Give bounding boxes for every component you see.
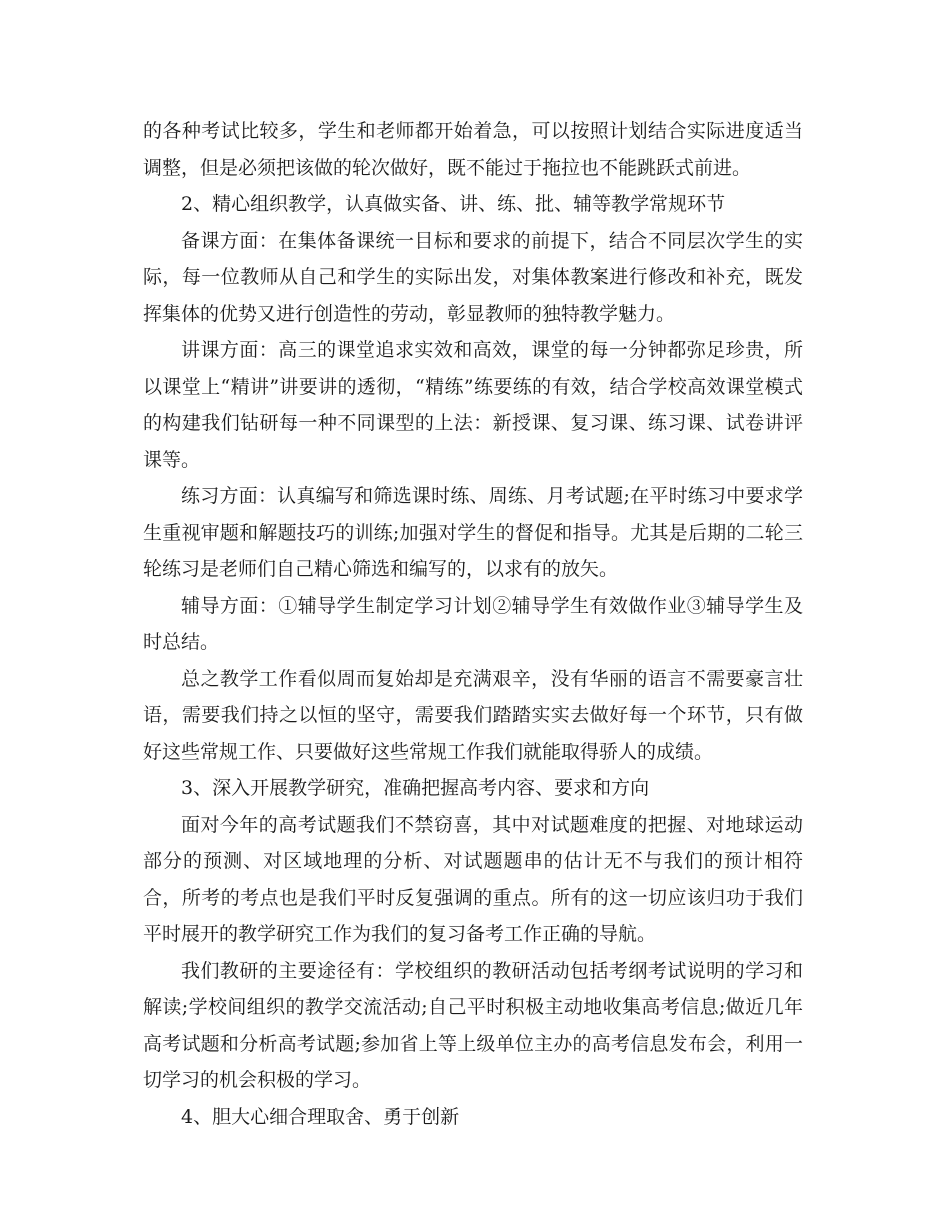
paragraph-practice: 练习方面：认真编写和筛选课时练、周练、月考试题;在平时练习中要求学生重视审题和解题技巧的训练;加强对学生的督促和指导。尤其是后期的二轮三轮练习是老师们自己精心筛选和编写的，以求有的放矢。 xyxy=(143,485,803,580)
paragraph-tutoring: 辅导方面：①辅导学生制定学习计划②辅导学生有效做作业③辅导学生及时总结。 xyxy=(143,594,803,653)
paragraph-research-methods: 我们教研的主要途径有：学校组织的教研活动包括考纲考试说明的学习和解读;学校间组织的教学交流活动;自己平时积极主动地收集高考信息;做近几年高考试题和分析高考试题;参加省上等上级单位主办的高考信息发布会，利用一切学习的机会积极的学习。 xyxy=(143,959,803,1091)
paragraph-summary: 总之教学工作看似周而复始却是充满艰辛，没有华丽的语言不需要豪言壮语，需要我们持之以恒的坚守，需要我们踏踏实实去做好每一个环节，只有做好这些常规工作、只要做好这些常规工作我们就能取得骄人的成绩。 xyxy=(143,667,803,763)
section-heading-2: 2、精心组织教学，认真做实备、讲、练、批、辅等教学常规环节 xyxy=(181,193,726,215)
paragraph-lecturing: 讲课方面：高三的课堂追求实效和高效，课堂的每一分钟都弥足珍贵，所以课堂上“精讲”讲要讲的透彻，“精练”练要练的有效，结合学校高效课堂模式的构建我们钻研每一种不同课型的上法：新授课、复习课、练习课、试卷讲评课等。 xyxy=(143,339,803,471)
paragraph-lesson-prep: 备课方面：在集体备课统一目标和要求的前提下，结合不同层次学生的实际，每一位教师从自己和学生的实际出发，对集体教案进行修改和补充，既发挥集体的优势又进行创造性的劳动，彰显教师的独特教学魅力。 xyxy=(143,229,803,325)
document-body xyxy=(143,113,803,1135)
paragraph-exam-analysis: 面对今年的高考试题我们不禁窃喜，其中对试题难度的把握、对地球运动部分的预测、对区域地理的分析、对试题题串的估计无不与我们的预计相符合，所考的考点也是我们平时反复强调的重点。所有的这一切应该归功于我们平时展开的教学研究工作为我们的复习备考工作正确的导航。 xyxy=(143,813,803,945)
section-heading-3: 3、深入开展教学研究，准确把握高考内容、要求和方向 xyxy=(181,777,650,799)
section-heading-4: 4、胆大心细合理取舍、勇于创新 xyxy=(181,1105,460,1128)
paragraph-continuation: 的各种考试比较多，学生和老师都开始着急，可以按照计划结合实际进度适当调整，但是必须把该做的轮次做好，既不能过于拖拉也不能跳跃式前进。 xyxy=(143,120,803,179)
